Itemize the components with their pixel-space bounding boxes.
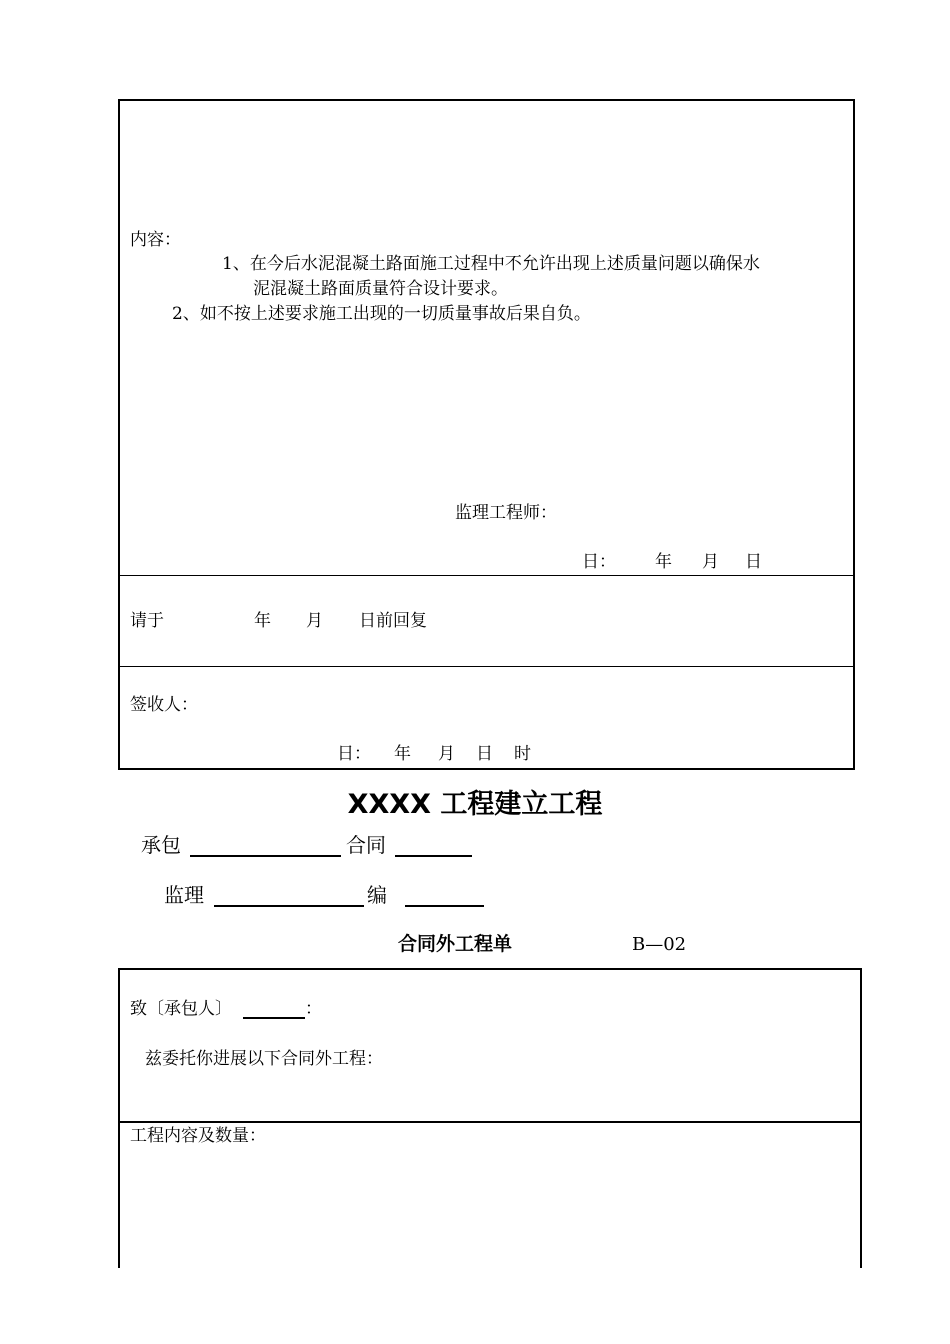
divider-reply — [119, 575, 854, 576]
notice-item-1-line-1: 1、在今后水泥混凝土路面施工过程中不允许出现上述质量问题以确保水 — [222, 254, 760, 274]
supervision-blank — [214, 905, 364, 907]
number-blank — [405, 905, 484, 907]
contractor-label: 承包 — [141, 833, 181, 857]
to-label: 致〔承包人〕 — [130, 999, 232, 1019]
notice-table — [118, 99, 855, 770]
content-label: 内容： — [130, 230, 181, 250]
receipt-date-hour: 时 — [514, 744, 531, 764]
contractor-blank — [190, 855, 341, 857]
to-colon: ： — [305, 999, 322, 1019]
notice-item-1-line-2: 泥混凝土路面质量符合设计要求。 — [253, 279, 508, 299]
form-subtitle: 合同外工程单 — [398, 933, 513, 955]
notice-date-year: 年 — [655, 552, 672, 572]
to-blank — [243, 1017, 305, 1019]
content-qty-label: 工程内容及数量： — [130, 1126, 266, 1146]
number-label: 编 — [367, 883, 387, 907]
contract-blank — [395, 855, 472, 857]
notice-date-day: 日 — [745, 552, 762, 572]
entrust-text: 兹委托你进展以下合同外工程： — [145, 1049, 383, 1069]
reply-suffix: 日前回复 — [359, 611, 427, 631]
receipt-date-day: 日 — [476, 744, 493, 764]
form-title: XXXX 工程建立工程 — [347, 789, 603, 820]
notice-date-day-label: 日： — [582, 552, 616, 572]
notice-item-2: 2、如不按上述要求施工出现的一切质量事故后果自负。 — [172, 304, 591, 324]
divider-receipt — [119, 666, 854, 667]
receipt-date-day-label: 日： — [337, 744, 371, 764]
reply-month: 月 — [306, 611, 323, 631]
contract-label: 合同 — [346, 833, 386, 857]
engineer-label: 监理工程师： — [455, 503, 557, 523]
supervision-label: 监理 — [164, 883, 204, 907]
reply-prefix: 请于 — [130, 611, 164, 631]
divider-content — [119, 1121, 861, 1123]
receipt-date-year: 年 — [394, 744, 411, 764]
reply-year: 年 — [254, 611, 271, 631]
form-code: B—02 — [632, 934, 687, 955]
notice-date-month: 月 — [702, 552, 719, 572]
signer-label: 签收人： — [130, 695, 198, 715]
receipt-date-month: 月 — [438, 744, 455, 764]
